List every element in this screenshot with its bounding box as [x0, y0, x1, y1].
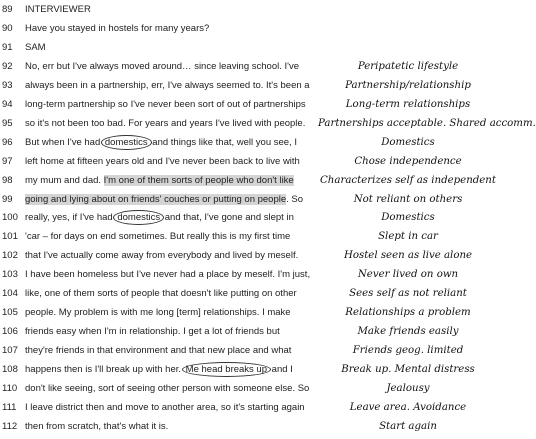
transcript-line — [0, 3, 500, 22]
text-segment: 'car – for days on end sometimes. But really this is my first time — [25, 231, 291, 243]
transcript-line — [0, 230, 500, 249]
line-text — [25, 156, 315, 167]
code-annotation: Start again — [379, 420, 437, 432]
line-number: 90 — [2, 22, 13, 34]
transcript-line — [0, 344, 500, 363]
code-annotation: Hostel seen as live alone — [343, 250, 473, 262]
text-segment: left home at fifteen years old and I've never been back to live with — [25, 155, 300, 167]
line-text — [25, 307, 315, 318]
text-segment: No, err but I've always moved around… since leaving school. I've — [25, 60, 299, 72]
transcript-line — [0, 41, 500, 60]
transcript-line — [0, 268, 500, 287]
line-number: 98 — [2, 174, 13, 186]
text-segment: they're friends in that environment and that new place and what — [25, 345, 292, 357]
line-text — [25, 402, 315, 413]
code-annotation: Relationships a problem — [345, 307, 471, 319]
text-segment: INTERVIEWER — [25, 4, 91, 15]
code-annotation: Partnership/relationship — [345, 79, 471, 91]
text-segment: and I — [269, 364, 293, 376]
line-text — [25, 80, 315, 91]
code-annotation: Make friends easily — [357, 326, 459, 338]
code-annotation: Partnerships acceptable. Shared accomm. — [318, 117, 536, 129]
transcript-line — [0, 287, 500, 306]
text-segment: always been in a partnership, err, I've always seemed to. It's been a — [25, 79, 310, 91]
transcript-line — [0, 98, 500, 117]
circled-word: domestics — [101, 135, 152, 150]
code-annotation: Never lived on own — [357, 269, 459, 281]
line-text — [25, 42, 315, 53]
line-text — [25, 212, 315, 223]
line-text — [25, 61, 315, 72]
line-number: 104 — [2, 288, 18, 300]
line-number: 101 — [2, 231, 18, 243]
transcript-line — [0, 136, 500, 155]
transcript-line — [0, 382, 500, 401]
code-annotation: Long-term relationships — [345, 98, 471, 110]
line-text — [25, 231, 315, 242]
transcript-line — [0, 306, 500, 325]
text-segment: . So — [286, 193, 304, 205]
line-number: 99 — [2, 193, 13, 205]
line-number: 110 — [2, 383, 18, 394]
text-segment: friends easy when I'm in relationship. I get a lot of friends but — [25, 326, 280, 338]
line-text — [25, 364, 315, 375]
transcript-line — [0, 193, 500, 212]
transcript-line — [0, 22, 500, 41]
line-text — [25, 269, 315, 280]
transcript-line — [0, 401, 500, 420]
text-segment: like, one of them sorts of people that doesn't like putting on other — [25, 288, 297, 300]
line-number: 102 — [2, 250, 18, 262]
transcript-line — [0, 79, 500, 98]
line-text — [25, 383, 315, 394]
line-number: 97 — [2, 155, 13, 167]
transcript-line — [0, 174, 500, 193]
line-number: 107 — [2, 345, 18, 357]
line-number: 112 — [2, 420, 18, 432]
text-segment: long-term partnership so I've never been sort of out of partnerships — [25, 98, 306, 110]
text-segment: Have you stayed in hostels for many years? — [25, 22, 210, 34]
line-text — [25, 345, 315, 356]
line-number: 89 — [2, 4, 13, 15]
line-number: 103 — [2, 269, 18, 281]
transcript-line — [0, 117, 536, 136]
code-annotation: Chose independence — [354, 155, 462, 167]
text-segment: people. My problem is with me long [term] relationships. I make — [25, 307, 291, 319]
code-annotation: Break up. Mental distress — [341, 364, 475, 376]
code-annotation: Friends geog. limited — [352, 345, 464, 357]
highlighted-text: I'm one of them sorts of people who don't like — [103, 174, 294, 186]
text-segment: and things like that, well you see, I — [149, 136, 297, 148]
code-annotation: Jealousy — [386, 383, 430, 394]
transcript-line — [0, 249, 500, 268]
line-text — [25, 118, 315, 129]
line-text — [25, 99, 315, 110]
text-segment: SAM — [25, 41, 46, 53]
code-annotation: Not reliant on others — [353, 193, 463, 205]
text-segment: happens then is I'll break up with her. — [25, 364, 184, 376]
text-segment: I have been homeless but I've never had a place by meself. I'm just, — [25, 269, 311, 281]
line-number: 96 — [2, 136, 13, 148]
line-number: 94 — [2, 98, 13, 110]
line-text — [25, 4, 315, 15]
text-segment: then from scratch, that's what it is. — [25, 420, 169, 432]
line-number: 105 — [2, 307, 18, 319]
code-annotation: Domestics — [381, 212, 435, 224]
line-number: 108 — [2, 364, 18, 376]
circled-word: domestics — [113, 210, 164, 225]
text-segment: don't like seeing, sort of seeing other person with someone else. So — [25, 383, 310, 394]
transcript-line — [0, 211, 500, 230]
text-segment: that I've actually come away from everybody and lived by meself. — [25, 250, 299, 262]
text-segment: But when I've had — [25, 136, 103, 148]
line-text — [25, 288, 315, 299]
line-number: 100 — [2, 212, 18, 224]
code-annotation: Characterizes self as independent — [320, 174, 496, 186]
line-number: 95 — [2, 117, 13, 129]
line-text — [25, 194, 315, 205]
transcript-line — [0, 420, 500, 439]
line-text — [25, 250, 315, 261]
line-number: 92 — [2, 60, 13, 72]
line-text — [25, 23, 315, 34]
circled-word: Me head breaks up — [182, 362, 271, 377]
code-annotation: Domestics — [381, 136, 435, 148]
text-segment: and that, I've gone and slept in — [162, 212, 294, 224]
text-segment: my mum and dad. — [25, 174, 104, 186]
transcript-line — [0, 155, 500, 174]
line-text — [25, 326, 315, 337]
text-segment: so it's not been too bad. For years and years I've lived with people. — [25, 117, 306, 129]
transcript-line — [0, 325, 500, 344]
code-annotation: Peripatetic lifestyle — [357, 60, 459, 72]
line-number: 91 — [2, 41, 13, 53]
text-segment: I leave district then and move to another area, so it's starting again — [25, 401, 305, 413]
code-annotation: Sees self as not reliant — [349, 288, 467, 300]
highlighted-text: going and lying about on friends' couches or putting on people — [25, 193, 287, 205]
code-annotation: Slept in car — [378, 231, 438, 243]
line-number: 111 — [2, 401, 17, 413]
transcript-line — [0, 60, 500, 79]
text-segment: really, yes, if I've had — [25, 212, 116, 224]
line-text — [25, 137, 315, 148]
line-text — [25, 175, 315, 186]
line-number: 106 — [2, 326, 18, 338]
transcript-line — [0, 363, 500, 382]
code-annotation: Leave area. Avoidance — [349, 401, 467, 413]
line-text — [25, 421, 315, 432]
line-number: 93 — [2, 79, 13, 91]
